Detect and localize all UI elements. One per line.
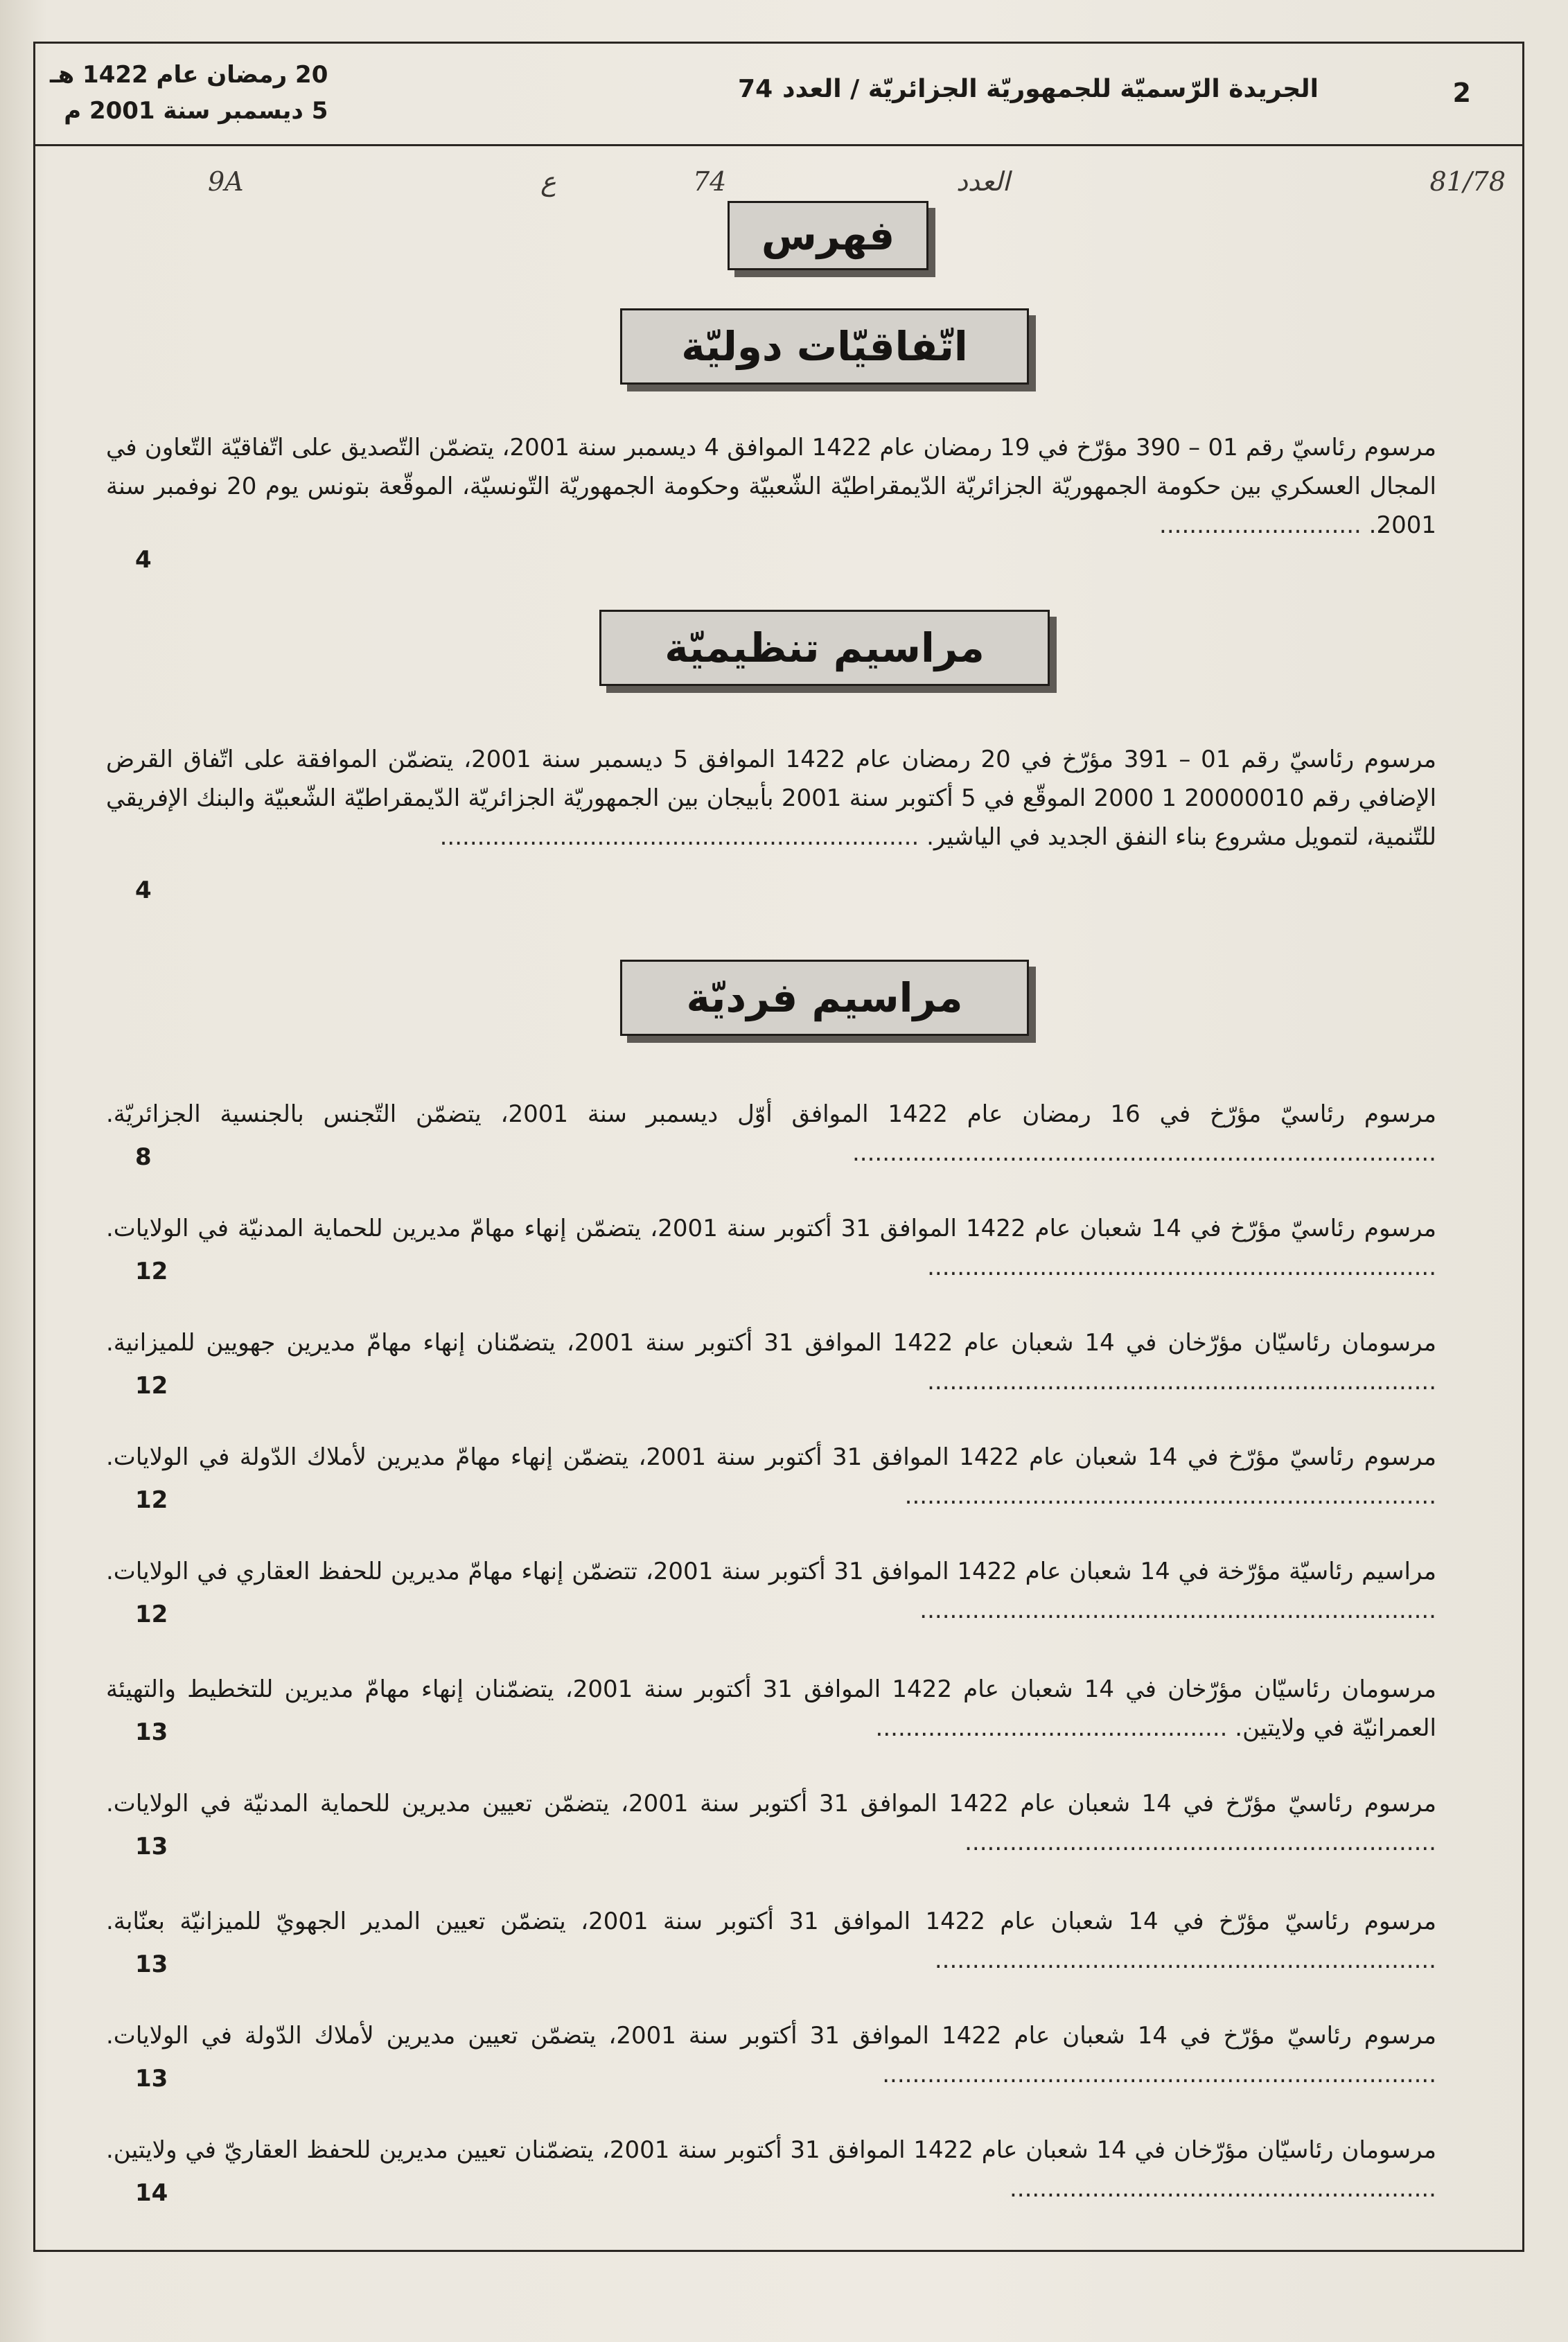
toc-page-number: 12 [135,1601,168,1628]
gazette-title-text: الجريدة الرّسميّة للجمهوريّة الجزائريّة / العدد [782,75,1319,103]
handwritten-note: العدد [956,166,1010,197]
header-date [50,57,328,129]
toc-entry-text: مرسومان رئاسيّان مؤرّخان في 14 شعبان عام 1422 الموافق 31 أكتوبر سنة 2001، يتضمّنان إنهاء مهامّ مديرين للتخطيط والتهيئة العمرانيّة في ولايتين. [106,1675,1436,1742]
toc-page-number: 13 [135,1833,168,1860]
toc-entry-text: مرسوم رئاسيّ مؤرّخ في 14 شعبان عام 1422 الموافق 31 أكتوبر سنة 2001، يتضمّن إنهاء مهامّ مديرين لأملاك الدّولة في الولايات. [106,1443,1437,1471]
toc-entry [106,2016,1436,2094]
toc-page-number: 4 [135,877,152,904]
toc-entry [106,1209,1436,1287]
toc-entry-text: مرسوم رئاسيّ مؤرّخ في 14 شعبان عام 1422 الموافق 31 أكتوبر سنة 2001، يتضمّن تعيين مديرين للحماية المدنيّة في الولايات. [106,1790,1436,1817]
toc-page-number: 12 [135,1372,168,1400]
toc-entry [106,1670,1436,1747]
issue-number: 74 [738,75,773,103]
toc-entry-text: مراسيم رئاسيّة مؤرّخة في 14 شعبان عام 1422 الموافق 31 أكتوبر سنة 2001، تتضمّن إنهاء مهامّ مديرين للحفظ العقاري في الولايات. [106,1558,1436,1585]
page-number: 2 [1452,78,1471,108]
leader-dots: ......................................................... [1009,2175,1436,2203]
toc-entry-text: مرسومان رئاسيّان مؤرّخان في 14 شعبان عام 1422 الموافق 31 أكتوبر سنة 2001، يتضمّنان تعيين مديرين للحفظ العقاريّ في ولايتين. [106,2136,1436,2164]
handwritten-note: 74 [693,166,727,197]
toc-page-number: 8 [135,1143,152,1171]
toc-entry [106,740,1436,856]
toc-entry [106,2131,1436,2208]
leader-dots: .................................................................... [927,1368,1436,1395]
toc-entry [106,1552,1436,1630]
section-title-individual-decrees: مراسيم فرديّة [620,960,1029,1036]
toc-page-number: 12 [135,1486,168,1514]
leader-dots: ................................................................... [934,1946,1436,1974]
leader-dots: .......................................................................... [882,2061,1436,2088]
toc-entry-text: مرسوم رئاسيّ رقم 01 – 391 مؤرّخ في 20 رمضان عام 1422 الموافق 5 ديسمبر سنة 2001، يتضمّن الموافقة على اتّفاق القرض الإضافي رقم 20000010 1 2000 الموقّع في 5 أكتوبر سنة 2001 بأبيجان بين الجمهوريّة الجزائريّة الدّيمقراطيّة الشّعبيّة والبنك الإفريقي للتّنمية، لتمويل مشروع بناء النفق الجديد في الياشير. [106,746,1437,851]
leader-dots: ........................... [1159,511,1369,539]
toc-page-number: 12 [135,1258,168,1285]
toc-entry [106,1438,1436,1515]
leader-dots: ..................................................................... [919,1596,1436,1624]
toc-entry-text: مرسومان رئاسيّان مؤرّخان في 14 شعبان عام 1422 الموافق 31 أكتوبر سنة 2001، يتضمّنان إنهاء مهامّ مديرين جهويين للميزانية. [106,1329,1436,1357]
toc-page-number: 13 [135,1718,168,1746]
toc-entry-text: مرسوم رئاسيّ مؤرّخ في 14 شعبان عام 1422 الموافق 31 أكتوبر سنة 2001، يتضمّن تعيين مديرين لأملاك الدّولة في الولايات. [106,2022,1436,2050]
toc-page-number: 14 [135,2179,168,2207]
handwritten-note: ع [540,166,556,197]
handwritten-note: 9A [208,166,244,197]
leader-dots: ................................................................ [439,823,927,851]
toc-entry [106,1784,1436,1862]
hijri-date: 20 رمضان عام 1422 هـ [50,61,328,89]
leader-dots: ....................................................................... [904,1482,1436,1510]
toc-entry [106,1095,1436,1172]
index-title: فهرس [728,201,928,270]
gazette-title [738,75,1319,103]
toc-entry-text: مرسوم رئاسيّ مؤرّخ في 14 شعبان عام 1422 الموافق 31 أكتوبر سنة 2001، يتضمّن تعيين المدير الجهويّ للميزانيّة بعنّابة. [106,1908,1436,1935]
gregorian-date: 5 ديسمبر سنة 2001 م [64,97,328,125]
toc-entry [106,1323,1436,1401]
toc-entry-text: مرسوم رئاسيّ رقم 01 – 390 مؤرّخ في 19 رمضان عام 1422 الموافق 4 ديسمبر سنة 2001، يتضمّن التّصديق على اتّفاقيّة التّعاون في المجال العسكري بين حكومة الجمهوريّة الجزائريّة الدّيمقراطيّة الشّعبيّة وحكومة الجمهوريّة التّونسيّة، الموقّعة بتونس يوم 20 نوفمبر سنة 2001. [106,434,1436,539]
toc-page-number: 13 [135,1951,168,1978]
toc-entry [106,428,1436,545]
header-divider [33,144,1524,146]
section-title-regulatory-decrees: مراسيم تنظيميّة [599,610,1050,686]
toc-page-number: 4 [135,546,152,574]
leader-dots: ............................................................... [964,1829,1436,1856]
leader-dots: .............................................................................. [852,1139,1436,1167]
leader-dots: ............................................... [875,1714,1235,1742]
toc-entry-text: مرسوم رئاسيّ مؤرّخ في 14 شعبان عام 1422 الموافق 31 أكتوبر سنة 2001، يتضمّن إنهاء مهامّ مديرين للحماية المدنيّة في الولايات. [106,1215,1437,1242]
handwritten-note: 81/78 [1429,166,1506,197]
section-title-international-agreements: اتّفاقيّات دوليّة [620,308,1029,385]
leader-dots: .................................................................... [927,1253,1436,1281]
toc-page-number: 13 [135,2065,168,2093]
toc-entry-text: مرسوم رئاسيّ مؤرّخ في 16 رمضان عام 1422 الموافق أوّل ديسمبر سنة 2001، يتضمّن التّجنس بالجنسية الجزائريّة. [106,1100,1436,1128]
toc-entry [106,1902,1436,1980]
